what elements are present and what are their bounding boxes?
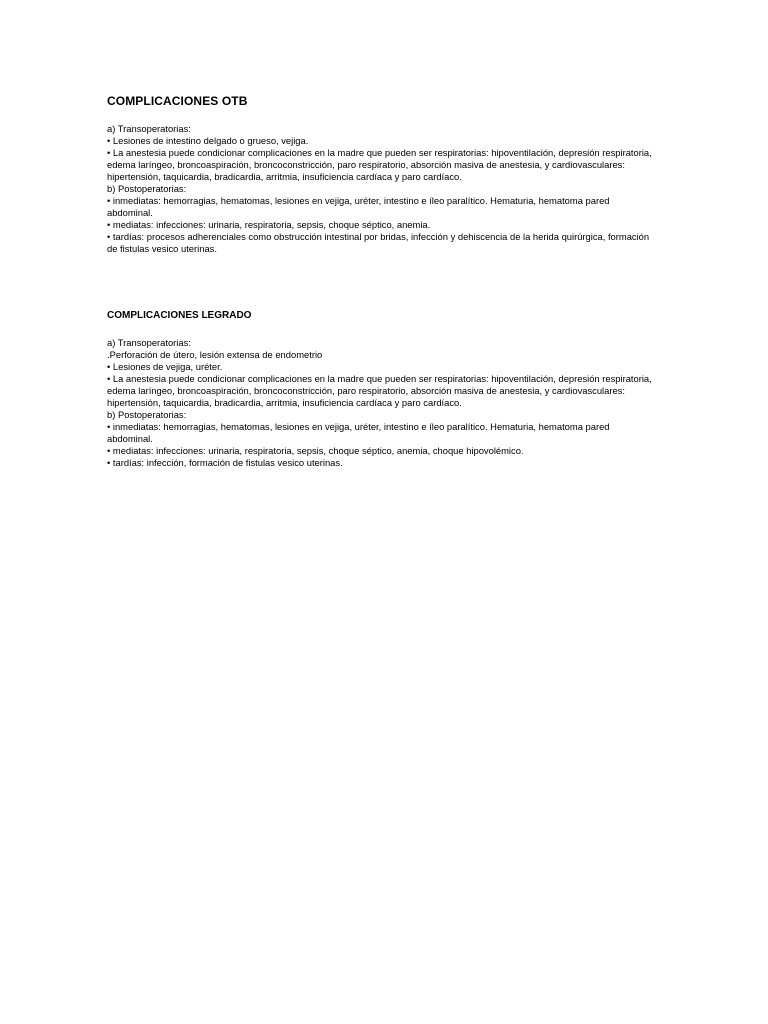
list-item: • inmediatas: hemorragias, hematomas, lesiones en vejiga, uréter, intestino e íleo paralítico. Hematuria, hematoma pared abdominal. xyxy=(107,195,610,218)
subheading-postoperatorias: b) Postoperatorias: xyxy=(107,409,187,420)
section-complicaciones-otb xyxy=(107,94,652,255)
list-item: • La anestesia puede condicionar complicaciones en la madre que pueden ser respiratorias: hipoventilación, depresión respiratoria, edema laríngeo, broncoaspiración, broncoconstricción, paro respiratorio, absorción masiva de anestesia, y cardiovasculares: hipertensión, taquicardia, bradicardia, arritmia, insuficiencia cardíaca y paro cardíaco. xyxy=(107,147,652,182)
section-complicaciones-legrado xyxy=(107,310,652,469)
subheading-transoperatorias: a) Transoperatorias: xyxy=(107,123,191,134)
list-item: .Perforación de útero, lesión extensa de endometrio xyxy=(107,349,323,360)
subheading-transoperatorias: a) Transoperatorias: xyxy=(107,337,191,348)
subheading-postoperatorias: b) Postoperatorias: xyxy=(107,183,187,194)
list-item: • mediatas: infecciones: urinaria, respiratoria, sepsis, choque séptico, anemia, choque hipovolémico. xyxy=(107,445,524,456)
list-item: • Lesiones de intestino delgado o grueso, vejiga. xyxy=(107,135,309,146)
list-item: • mediatas: infecciones: urinaria, respiratoria, sepsis, choque séptico, anemia. xyxy=(107,219,431,230)
list-item: • inmediatas: hemorragias, hematomas, lesiones en vejiga, uréter, intestino e íleo paralítico. Hematuria, hematoma pared abdominal. xyxy=(107,421,610,444)
section-title: COMPLICACIONES OTB xyxy=(107,94,248,108)
list-item: • tardías: infección, formación de fistulas vesico uterinas. xyxy=(107,457,343,468)
section-title: COMPLICACIONES LEGRADO xyxy=(107,310,252,321)
list-item: • Lesiones de vejiga, uréter. xyxy=(107,361,223,372)
list-item: • La anestesia puede condicionar complicaciones en la madre que pueden ser respiratorias: hipoventilación, depresión respiratoria, edema laríngeo, broncoaspiración, broncoconstricción, paro respiratorio, absorción masiva de anestesia, y cardiovasculares: hipertensión, taquicardia, bradicardia, arritmia, insuficiencia cardíaca y paro cardíaco. xyxy=(107,373,652,408)
list-item: • tardías: procesos adherenciales como obstrucción intestinal por bridas, infección y dehiscencia de la herida quirúrgica, formación de fistulas vesico uterinas. xyxy=(107,231,650,254)
